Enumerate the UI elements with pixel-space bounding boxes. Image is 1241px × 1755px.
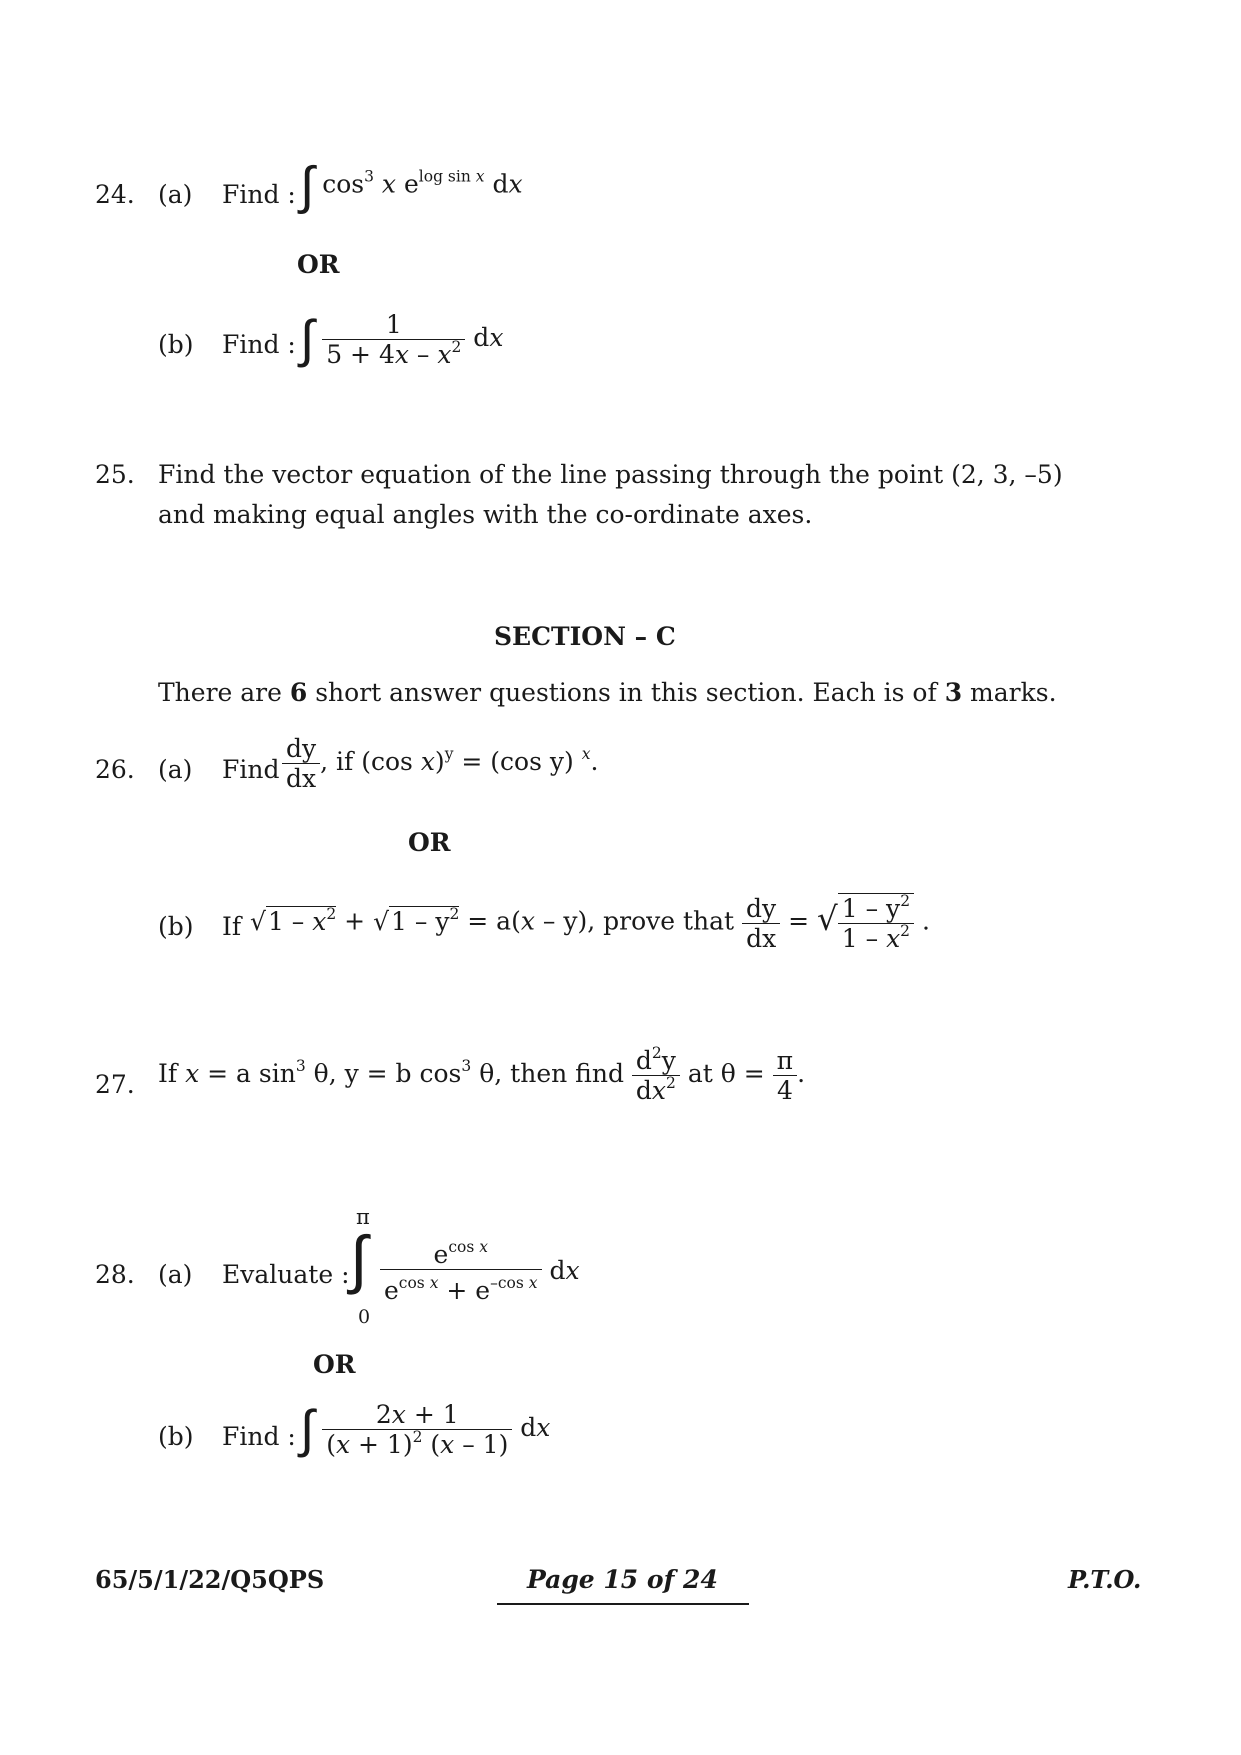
q28-b-integral: ∫ $\frac{2x + 1}{(x + 1)^2 (x - 1)}$ dx bbox=[300, 1399, 551, 1460]
section-c-intro: There are 6 short answer questions in this section. Each is of 3 marks. bbox=[158, 678, 1057, 707]
q24-a-find: Find : bbox=[222, 180, 296, 209]
q24-b-label: (b) bbox=[158, 330, 194, 359]
q25-number: 25. bbox=[95, 460, 135, 489]
q24-a-integral: ∫ $\cos^3 x$ $e^{log sin x}$ dx bbox=[300, 156, 523, 216]
q25-line2: and making equal angles with the co-ordinate axes. bbox=[158, 500, 813, 529]
q28-b-label: (b) bbox=[158, 1422, 194, 1451]
q25-line1: Find the vector equation of the line passing through the point (2, 3, –5) bbox=[158, 460, 1063, 489]
section-c-heading: SECTION – C bbox=[494, 622, 676, 651]
q28-a-lower-limit: 0 bbox=[358, 1306, 371, 1328]
q26-a-find: Find bbox=[222, 755, 280, 784]
q28-or: OR bbox=[313, 1350, 356, 1379]
q24-number: 24. bbox=[95, 180, 135, 209]
q24-or: OR bbox=[297, 250, 340, 279]
q28-a-evaluate: Evaluate : bbox=[222, 1260, 350, 1289]
q28-a-integral-sign: ∫ bbox=[350, 1223, 368, 1297]
q26-number: 26. bbox=[95, 755, 135, 784]
footer-page-underline bbox=[497, 1603, 749, 1605]
q26-b-if: If bbox=[222, 912, 242, 941]
q27-number: 27. bbox=[95, 1070, 135, 1099]
q28-number: 28. bbox=[95, 1260, 135, 1289]
footer-paper-code: 65/5/1/22/Q5QPS bbox=[95, 1565, 325, 1594]
q24-a-label: (a) bbox=[158, 180, 193, 209]
q28-a-label: (a) bbox=[158, 1260, 193, 1289]
q26-a-expr: $\frac{dy}{dx}$ , if (cos x)$^y$ = (cos y) $^x$. bbox=[282, 734, 598, 793]
q26-a-label: (a) bbox=[158, 755, 193, 784]
q27-expr: If x = a $\sin^3 \theta$, y = b $\cos^3 \theta$, then find $\frac{d^2y}{dx^2}$ at θ = $\frac{\pi}{4}$ . bbox=[158, 1044, 806, 1105]
footer-page-number: Page 15 of 24 bbox=[527, 1565, 718, 1594]
q24-b-integral: ∫ $\frac{1}{5 + 4x - x^2}$ dx bbox=[300, 309, 504, 370]
footer-pto: P.T.O. bbox=[1068, 1565, 1142, 1594]
q26-or: OR bbox=[408, 828, 451, 857]
q26-b-label: (b) bbox=[158, 912, 194, 941]
q28-b-find: Find : bbox=[222, 1422, 296, 1451]
q26-b-expr: $√1 - x^2 + √1 - y^2 = a(x - y)$, prove that $\frac{dy}{dx}$ = √ $\frac{1 - y^2}{1 - x^2}$ . bbox=[250, 892, 930, 953]
q28-a-integrand: $\frac{e^{cos x}}{e^{cos x} + e^{-cos x}}$ dx bbox=[380, 1240, 580, 1305]
q24-b-find: Find : bbox=[222, 330, 296, 359]
q28-a-upper-limit: π bbox=[356, 1205, 370, 1229]
